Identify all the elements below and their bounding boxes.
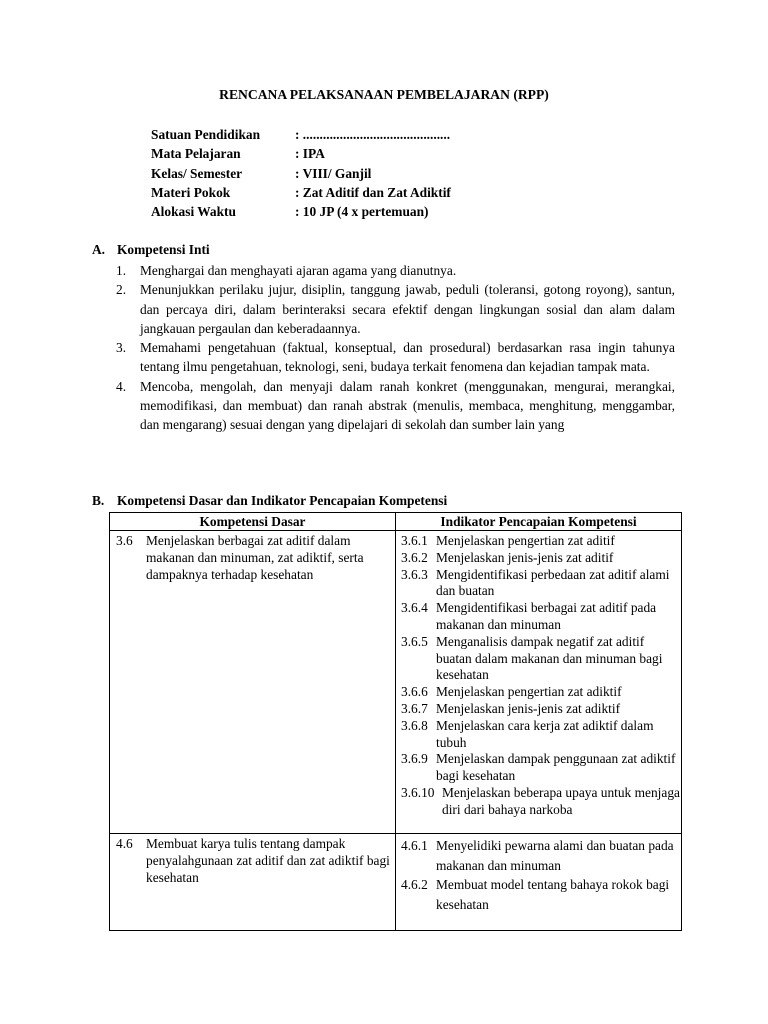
list-item xyxy=(116,338,675,377)
identity-label: Satuan Pendidikan xyxy=(151,127,261,142)
identity-value: : ............................................ xyxy=(295,127,451,142)
identity-label: Kelas/ Semester xyxy=(151,165,243,181)
indicator-code: 3.6.9 xyxy=(401,751,428,767)
kd-text: Membuat karya tulis tentang dampak penyalahgunaan zat aditif dan zat adiktif bagi kesehatan xyxy=(146,836,390,885)
indicator-text: Menjelaskan beberapa upaya untuk menjaga diri dari bahaya narkoba xyxy=(442,784,680,817)
indicator-code: 3.6.4 xyxy=(401,600,428,616)
indicator-code: 3.6.6 xyxy=(401,684,428,700)
indicator-text: Menjelaskan pengertian zat adiktif xyxy=(436,684,622,700)
list-item xyxy=(116,377,675,435)
indicator-list xyxy=(396,531,681,819)
indicator-code: 3.6.5 xyxy=(401,633,428,649)
indicator-item xyxy=(396,875,681,914)
section-letter: A. xyxy=(92,242,106,257)
indicator-code: 4.6.1 xyxy=(401,838,428,853)
document-title: RENCANA PELAKSANAAN PEMBELAJARAN (RPP) xyxy=(219,87,549,102)
identity-label: Materi Pokok xyxy=(151,184,231,200)
competency-table xyxy=(109,512,682,931)
column-header: Indikator Pencapaian Kompetensi xyxy=(396,513,682,531)
indicator-code: 3.6.2 xyxy=(401,549,428,565)
indicator-item xyxy=(396,567,681,601)
item-number: 1. xyxy=(116,263,127,278)
identity-value: : Zat Aditif dan Zat Adiktif xyxy=(295,184,451,200)
section-a-heading xyxy=(92,242,210,258)
identity-row xyxy=(151,183,451,202)
indicator-text: Menjelaskan jenis-jenis zat aditif xyxy=(436,549,614,565)
item-number: 4. xyxy=(116,378,127,394)
indicator-text: Menjelaskan jenis-jenis zat adiktif xyxy=(436,700,621,716)
indicator-text: Membuat model tentang bahaya rokok bagi kesehatan xyxy=(436,877,670,912)
identity-row xyxy=(151,144,451,163)
indicator-item xyxy=(396,785,681,819)
indicator-text: Menjelaskan dampak penggunaan zat adiktif bagi kesehatan xyxy=(436,751,676,784)
indicator-item xyxy=(396,600,681,634)
table-row xyxy=(110,834,682,931)
core-competency-list xyxy=(116,261,675,435)
indicator-item xyxy=(396,533,681,550)
item-number: 2. xyxy=(116,282,127,298)
indicator-code: 3.6.8 xyxy=(401,717,428,733)
indicator-cell xyxy=(396,531,682,834)
indicator-item xyxy=(396,836,681,875)
identity-label: Alokasi Waktu xyxy=(151,204,236,220)
indicator-text: Mengidentifikasi perbedaan zat aditif alami dan buatan xyxy=(436,566,670,599)
identity-value: : VIII/ Ganjil xyxy=(295,165,372,181)
kd-code: 4.6 xyxy=(116,836,133,851)
identity-block xyxy=(151,125,451,221)
indicator-code: 3.6.10 xyxy=(401,784,435,800)
indicator-item xyxy=(396,751,681,785)
table-row xyxy=(110,531,682,834)
identity-row xyxy=(151,164,451,183)
kd-text: Menjelaskan berbagai zat aditif dalam makanan dan minuman, zat adiktif, serta dampaknya terhadap kesehatan xyxy=(146,533,364,582)
indicator-item xyxy=(396,701,681,718)
item-text: Mencoba, mengolah, dan menyaji dalam ranah konkret (menggunakan, mengurai, merangkai, memodifikasi, dan membuat) dan ranah abstrak (menulis, membaca, menghitung, menggambar, dan mengarang) sesuai dengan yang dipelajari di sekolah dan sumber lain yang xyxy=(140,378,675,433)
indicator-code: 3.6.1 xyxy=(401,533,428,548)
identity-value: : IPA xyxy=(295,146,325,162)
identity-label: Mata Pelajaran xyxy=(151,146,241,162)
basic-competency-cell xyxy=(110,834,396,931)
indicator-text: Menjelaskan pengertian zat aditif xyxy=(436,533,615,548)
list-item xyxy=(116,261,675,280)
indicator-item xyxy=(396,550,681,567)
basic-competency-cell xyxy=(110,531,396,834)
list-item xyxy=(116,280,675,338)
indicator-text: Menjelaskan cara kerja zat adiktif dalam tubuh xyxy=(436,717,654,750)
section-title: Kompetensi Dasar dan Indikator Pencapaian Kompetensi xyxy=(117,493,448,508)
item-text: Memahami pengetahuan (faktual, konseptual, dan prosedural) berdasarkan rasa ingin tahunya tentang ilmu pengetahuan, teknologi, seni, budaya terkait fenomena dan kejadian tampak mata. xyxy=(140,340,675,375)
indicator-code: 4.6.2 xyxy=(401,877,428,892)
section-b-heading xyxy=(92,493,447,509)
indicator-text: Mengidentifikasi berbagai zat aditif pada makanan dan minuman xyxy=(436,600,657,632)
indicator-list xyxy=(396,834,681,914)
basic-competency xyxy=(110,834,395,886)
indicator-code: 3.6.3 xyxy=(401,566,428,582)
section-letter: B. xyxy=(92,493,105,508)
indicator-text: Menganalisis dampak negatif zat aditif buatan dalam makanan dan minuman bagi kesehatan xyxy=(436,633,663,683)
item-text: Menghargai dan menghayati ajaran agama yang dianutnya. xyxy=(140,263,457,278)
identity-value: : 10 JP (4 x pertemuan) xyxy=(295,204,429,220)
identity-row xyxy=(151,202,451,221)
indicator-item xyxy=(396,684,681,701)
indicator-code: 3.6.7 xyxy=(401,700,428,716)
item-number: 3. xyxy=(116,340,127,356)
identity-row xyxy=(151,125,451,144)
kd-code: 3.6 xyxy=(116,533,133,548)
section-title: Kompetensi Inti xyxy=(117,242,210,257)
indicator-item xyxy=(396,718,681,752)
indicator-text: Menyelidiki pewarna alami dan buatan pada makanan dan minuman xyxy=(436,838,674,873)
indicator-item xyxy=(396,634,681,684)
indicator-cell xyxy=(396,834,682,931)
basic-competency xyxy=(110,531,395,583)
item-text: Menunjukkan perilaku jujur, disiplin, tanggung jawab, peduli (toleransi, gotong royong), santun, dan percaya diri, dalam berinteraksi secara efektif dengan lingkungan sosial dan alam dalam jangkauan pergaulan dan keberadaannya. xyxy=(140,282,675,336)
table-header-row xyxy=(110,513,682,531)
column-header: Kompetensi Dasar xyxy=(110,513,396,531)
